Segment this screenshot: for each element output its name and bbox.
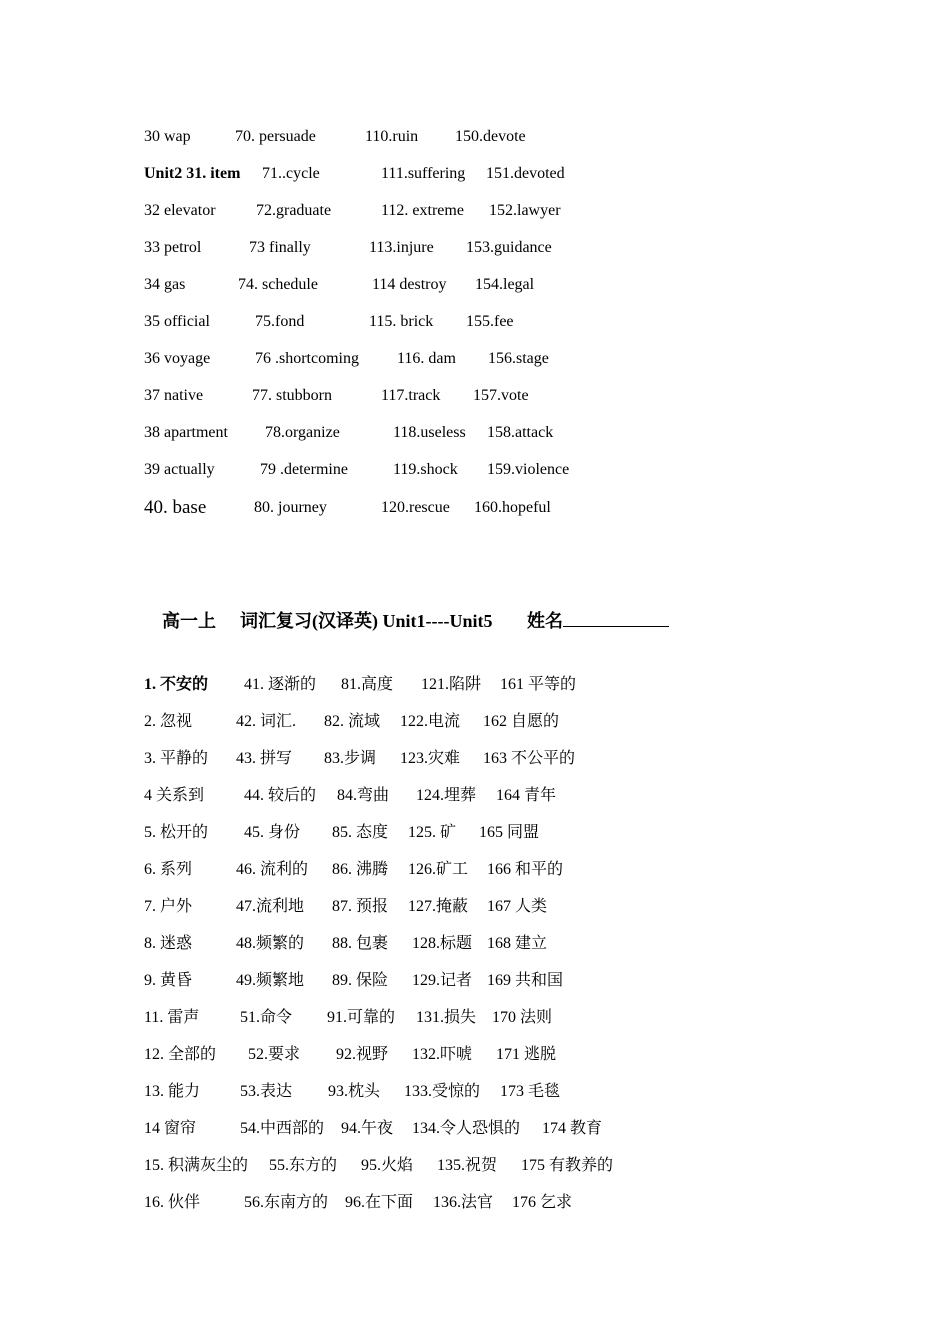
english-word: 78.organize: [265, 424, 340, 441]
english-word: 33 petrol: [144, 239, 202, 256]
chinese-word: 52.要求: [248, 1046, 301, 1063]
chinese-word: 164 青年: [496, 787, 557, 804]
heading-name-label: [527, 608, 563, 634]
chinese-row: [0, 858, 950, 882]
english-word: 38 apartment: [144, 424, 228, 441]
english-row: [0, 310, 950, 334]
chinese-word: 176 乞求: [512, 1194, 573, 1211]
english-word: 35 official: [144, 313, 210, 330]
english-word: 158.attack: [487, 424, 554, 441]
chinese-word: 84.弯曲: [337, 787, 390, 804]
english-word: 155.fee: [466, 313, 514, 330]
chinese-row: [0, 1154, 950, 1178]
english-row: [0, 273, 950, 297]
chinese-word: 88. 包裹: [332, 935, 389, 952]
english-row: [0, 236, 950, 260]
chinese-word: 49.频繁地: [236, 972, 305, 989]
english-row: [0, 162, 950, 186]
chinese-word: 55.东方的: [269, 1157, 338, 1174]
chinese-word: 7. 户外: [144, 898, 193, 915]
chinese-word: 175 有教养的: [521, 1157, 614, 1174]
chinese-word: 6. 系列: [144, 861, 193, 878]
english-word: 75.fond: [255, 313, 305, 330]
chinese-word: 2. 忽视: [144, 713, 193, 730]
chinese-row: [0, 932, 950, 956]
chinese-word: 83.步调: [324, 750, 377, 767]
english-word: 72.graduate: [256, 202, 332, 219]
chinese-word: 5. 松开的: [144, 824, 209, 841]
chinese-word: 166 和平的: [487, 861, 564, 878]
chinese-word: 131.损失: [416, 1009, 477, 1026]
chinese-row: [0, 1006, 950, 1030]
chinese-word: 125. 矿: [408, 824, 457, 841]
chinese-word: 3. 平静的: [144, 750, 209, 767]
english-word: 70. persuade: [235, 128, 316, 145]
chinese-word: 87. 预报: [332, 898, 389, 915]
english-word: 110.ruin: [365, 128, 419, 145]
english-word: 119.shock: [393, 461, 458, 478]
chinese-word: 9. 黄昏: [144, 972, 193, 989]
chinese-word: 15. 积满灰尘的: [144, 1157, 249, 1174]
english-word: 76 .shortcoming: [255, 350, 359, 367]
chinese-word: 13. 能力: [144, 1083, 201, 1100]
english-word: 74. schedule: [238, 276, 318, 293]
chinese-word: 165 同盟: [479, 824, 540, 841]
english-row: [0, 347, 950, 371]
chinese-word: 174 教育: [542, 1120, 603, 1137]
chinese-word: 136.法官: [433, 1194, 494, 1211]
chinese-word: 163 不公平的: [483, 750, 576, 767]
chinese-word: 135.祝贺: [437, 1157, 498, 1174]
english-word: 39 actually: [144, 461, 215, 478]
chinese-word: 127.掩蔽: [408, 898, 469, 915]
chinese-word: 42. 词汇.: [236, 713, 297, 730]
chinese-row: [0, 1080, 950, 1104]
chinese-word: 126.矿工: [408, 861, 469, 878]
chinese-word: 128.标题: [412, 935, 473, 952]
chinese-word: 121.陷阱: [421, 676, 482, 693]
chinese-word: 44. 较后的: [244, 787, 317, 804]
chinese-word: 132.吓唬: [412, 1046, 473, 1063]
english-word: 112. extreme: [381, 202, 464, 219]
english-word: 79 .determine: [260, 461, 348, 478]
chinese-word: 123.灾难: [400, 750, 461, 767]
english-row: [0, 125, 950, 149]
english-word: 37 native: [144, 387, 204, 404]
chinese-word: 43. 拼写: [236, 750, 293, 767]
chinese-row: [0, 747, 950, 771]
english-word: 30 wap: [144, 128, 191, 145]
chinese-word: 85. 态度: [332, 824, 389, 841]
chinese-word: 122.电流: [400, 713, 461, 730]
chinese-word: 94.午夜: [341, 1120, 394, 1137]
chinese-row: [0, 1043, 950, 1067]
chinese-word: 54.中西部的: [240, 1120, 325, 1137]
chinese-row: [0, 710, 950, 734]
chinese-row: [0, 673, 950, 697]
english-word: 160.hopeful: [474, 499, 551, 516]
chinese-word: 4 关系到: [144, 787, 205, 804]
chinese-word: 134.令人恐惧的: [412, 1120, 521, 1137]
chinese-word: 162 自愿的: [483, 713, 560, 730]
english-word: 153.guidance: [466, 239, 552, 256]
chinese-word: 82. 流域: [324, 713, 381, 730]
english-word: 111.suffering: [381, 165, 466, 182]
chinese-word: 12. 全部的: [144, 1046, 217, 1063]
english-word: 115. brick: [369, 313, 434, 330]
english-word: 116. dam: [397, 350, 456, 367]
chinese-word: 93.枕头: [328, 1083, 381, 1100]
english-word: 151.devoted: [486, 165, 565, 182]
english-word: 117.track: [381, 387, 441, 404]
english-row: [0, 458, 950, 482]
name-blank-line[interactable]: [563, 608, 669, 627]
english-word: 157.vote: [473, 387, 529, 404]
english-word: 159.violence: [487, 461, 570, 478]
chinese-word: 96.在下面: [345, 1194, 414, 1211]
chinese-word: 56.东南方的: [244, 1194, 329, 1211]
chinese-row: [0, 895, 950, 919]
chinese-word: 173 毛毯: [500, 1083, 561, 1100]
english-word: 73 finally: [249, 239, 311, 256]
chinese-word: 47.流利地: [236, 898, 305, 915]
english-word: 113.injure: [369, 239, 434, 256]
chinese-word: 91.可靠的: [327, 1009, 396, 1026]
chinese-word: 45. 身份: [244, 824, 301, 841]
chinese-word: 129.记者: [412, 972, 473, 989]
chinese-row: [0, 969, 950, 993]
english-word: 120.rescue: [381, 499, 450, 516]
chinese-word: 92.视野: [336, 1046, 389, 1063]
chinese-word: 81.高度: [341, 676, 394, 693]
english-word: 80. journey: [254, 499, 327, 516]
chinese-row: [0, 821, 950, 845]
heading-grade: 高一上: [162, 611, 216, 631]
chinese-word: 161 平等的: [500, 676, 577, 693]
chinese-word: 53.表达: [240, 1083, 293, 1100]
chinese-word: 133.受惊的: [404, 1083, 481, 1100]
english-word: 32 elevator: [144, 202, 216, 219]
chinese-word: 11. 雷声: [144, 1009, 200, 1026]
english-row: [0, 199, 950, 223]
chinese-word: 48.频繁的: [236, 935, 305, 952]
english-word: 118.useless: [393, 424, 466, 441]
chinese-word: 169 共和国: [487, 972, 564, 989]
chinese-word: 16. 伙伴: [144, 1194, 201, 1211]
chinese-row: [0, 784, 950, 808]
heading-title: 词汇复习(汉译英) Unit1----Unit5: [240, 611, 493, 631]
english-word: 114 destroy: [372, 276, 447, 293]
english-word: 36 voyage: [144, 350, 211, 367]
english-word: 71..cycle: [262, 165, 320, 182]
heading-name-text: 姓名: [527, 611, 563, 631]
english-word: 34 gas: [144, 276, 186, 293]
chinese-word: 171 逃脱: [496, 1046, 557, 1063]
chinese-word: 1. 不安的: [144, 676, 209, 693]
english-word: 150.devote: [455, 128, 526, 145]
chinese-word: 41. 逐渐的: [244, 676, 317, 693]
chinese-word: 167 人类: [487, 898, 548, 915]
english-word: Unit2 31. item: [144, 165, 241, 182]
english-word: 154.legal: [475, 276, 535, 293]
chinese-row: [0, 1191, 950, 1215]
chinese-row: [0, 1117, 950, 1141]
chinese-word: 14 窗帘: [144, 1120, 197, 1137]
chinese-word: 51.命令: [240, 1009, 293, 1026]
english-word: 77. stubborn: [252, 387, 332, 404]
english-word: 152.lawyer: [489, 202, 561, 219]
chinese-word: 46. 流利的: [236, 861, 309, 878]
english-row: [0, 384, 950, 408]
english-word: 156.stage: [488, 350, 549, 367]
chinese-word: 124.埋葬: [416, 787, 477, 804]
english-word: 40. base: [144, 497, 207, 518]
english-row: [0, 421, 950, 445]
chinese-word: 168 建立: [487, 935, 548, 952]
chinese-word: 95.火焰: [361, 1157, 414, 1174]
chinese-word: 8. 迷惑: [144, 935, 193, 952]
chinese-word: 89. 保险: [332, 972, 389, 989]
chinese-word: 86. 沸腾: [332, 861, 389, 878]
english-row: [0, 496, 950, 520]
chinese-word: 170 法则: [492, 1009, 553, 1026]
